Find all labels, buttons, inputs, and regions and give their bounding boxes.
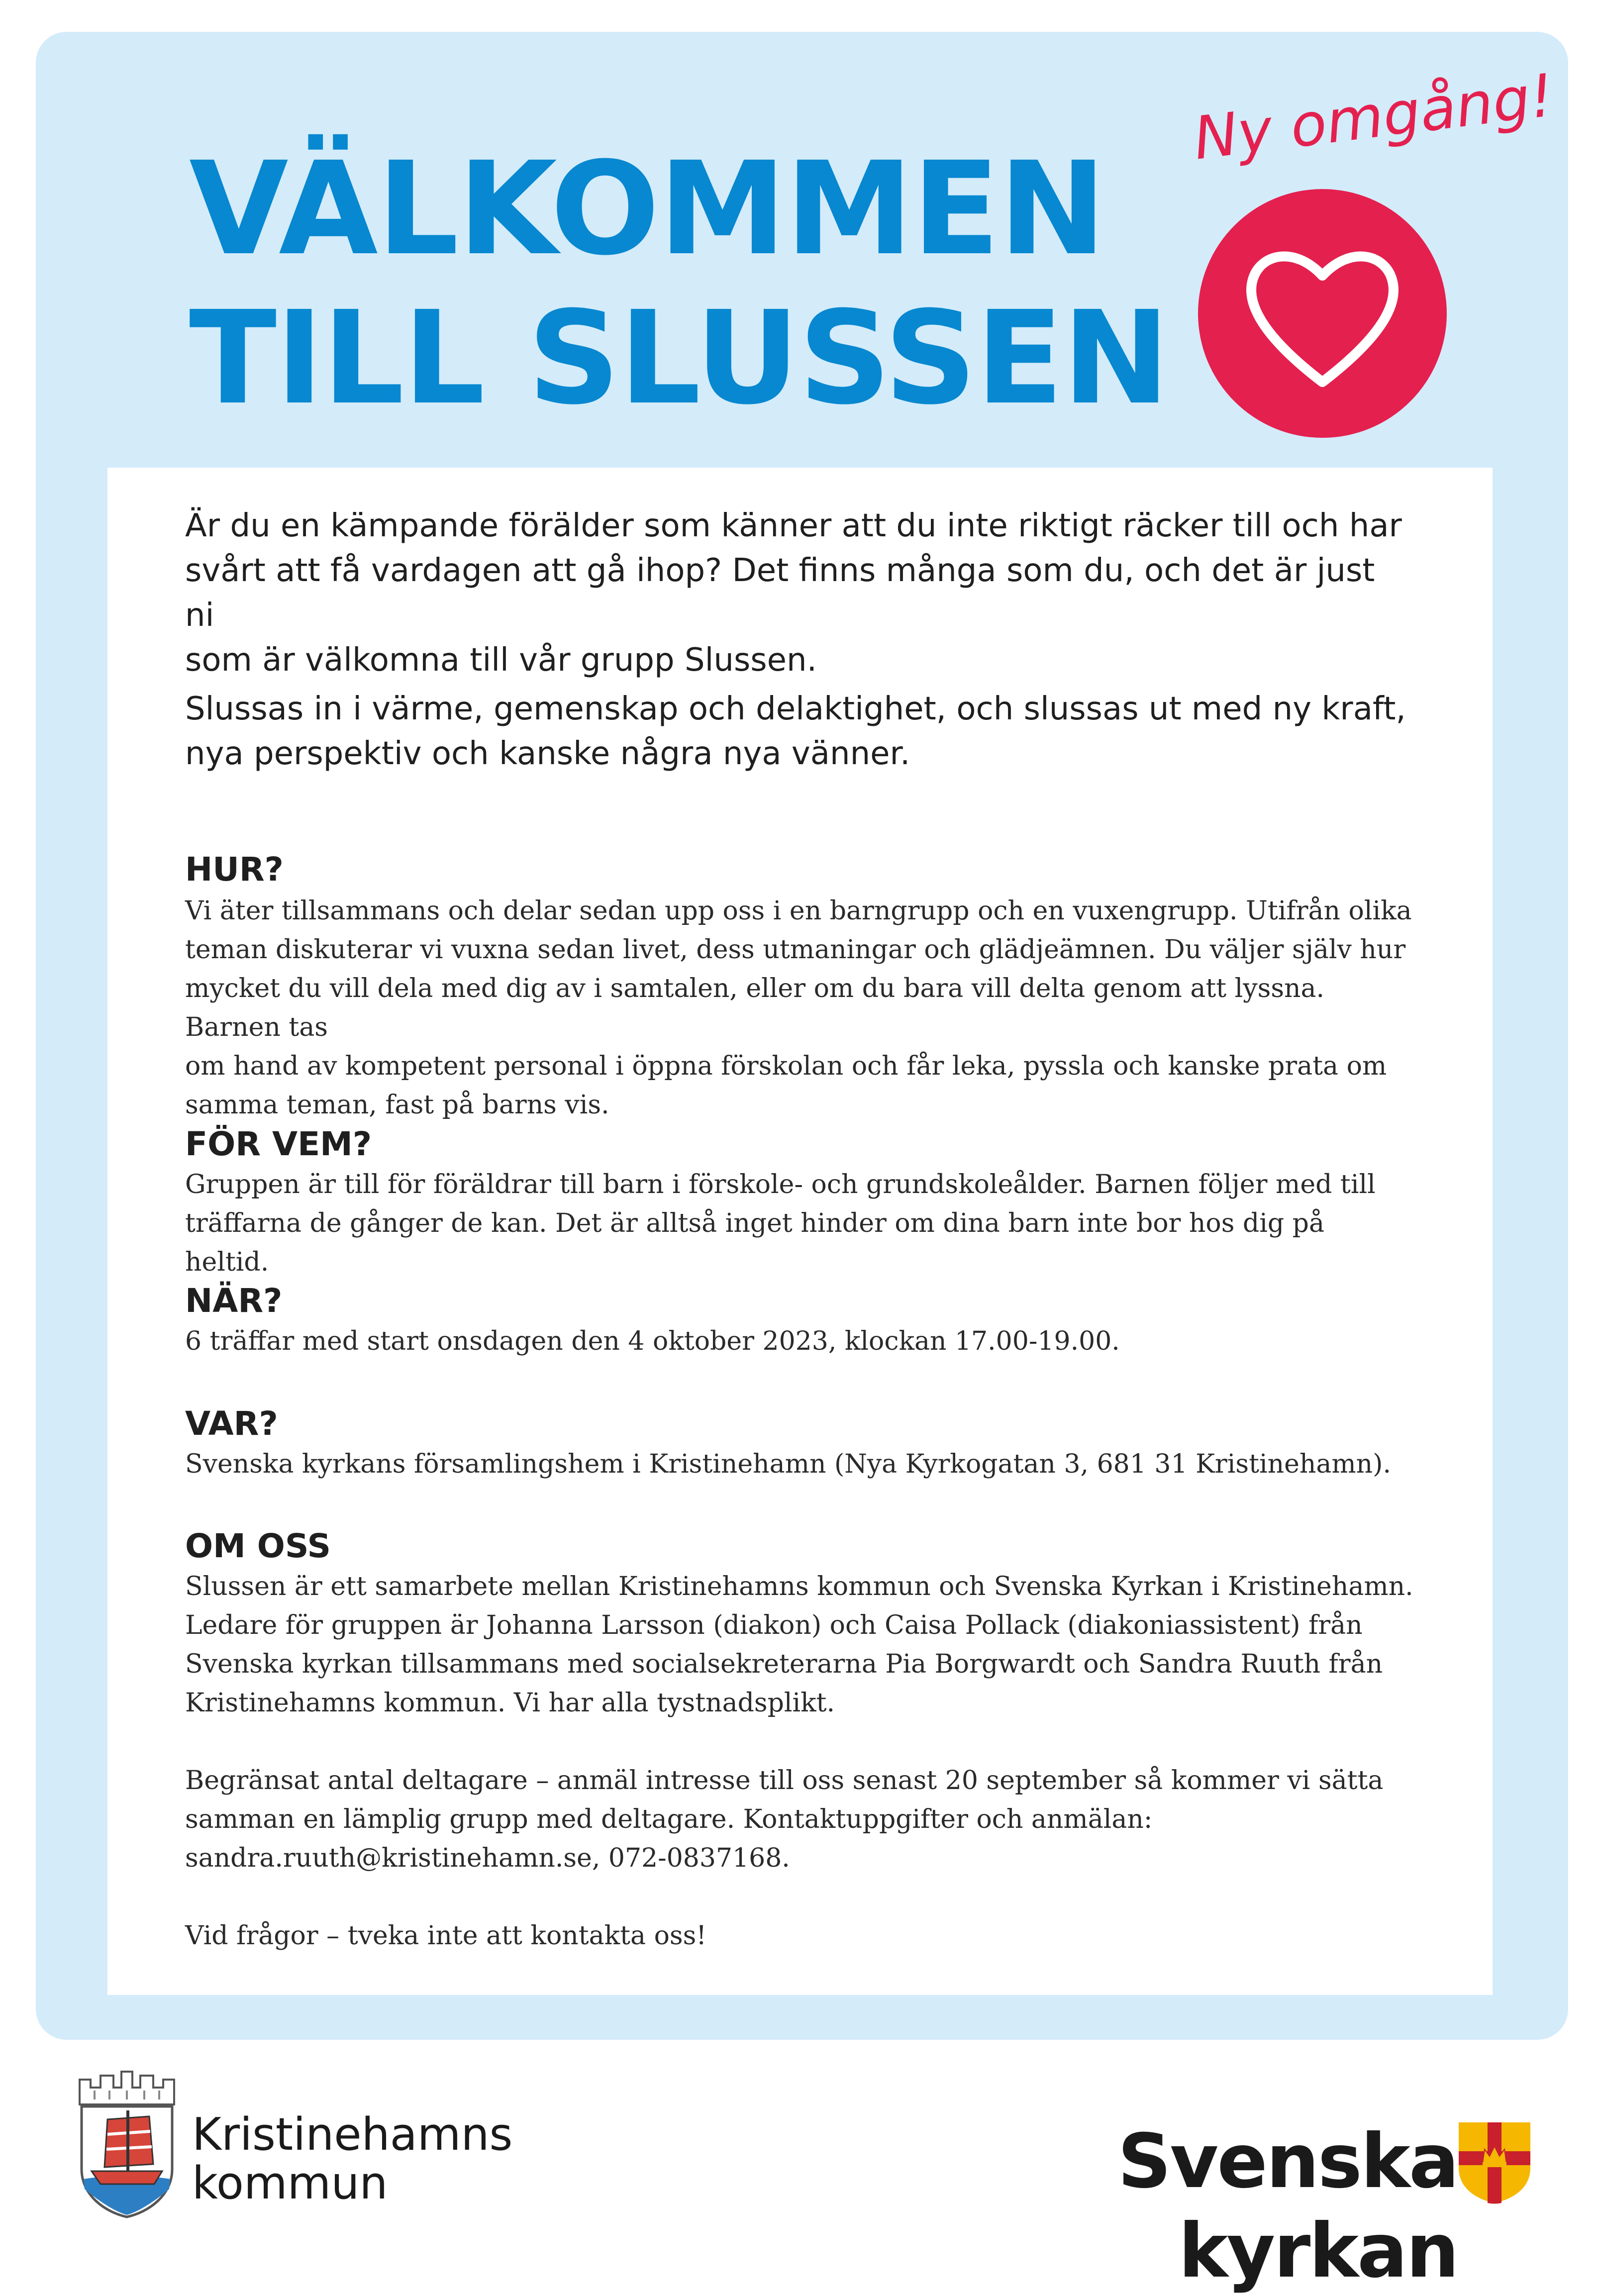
text-line: om hand av kompetent personal i öppna förskolan och får leka, pyssla och kanske prata om: [185, 1051, 1387, 1081]
text-line: teman diskuterar vi vuxna sedan livet, dess utmaningar och glädjeämnen. Du väljer själv hur: [185, 935, 1406, 965]
text-line: Svenska kyrkans församlingshem i Kristinehamn (Nya Kyrkogatan 3, 681 31 Kristinehamn).: [185, 1449, 1391, 1479]
crown-cross-shield-icon: [1457, 2120, 1532, 2205]
intro-line: Slussas in i värme, gemenskap och delaktighet, och slussas ut med ny kraft,: [185, 691, 1406, 727]
heading-var: VAR?: [185, 1404, 278, 1443]
title-line-1: VÄLKOMMEN: [189, 134, 1105, 284]
text-line: Svenska kyrkan tillsammans med socialsekreterarna Pia Borgwardt och Sandra Ruuth från: [185, 1649, 1383, 1679]
title-line-2: TILL SLUSSEN: [189, 284, 1169, 433]
text-hur: [185, 892, 1414, 1124]
text-signup: [185, 1761, 1414, 1878]
text-line: samman en lämplig grupp med deltagare. Kontaktuppgifter och anmälan:: [185, 1804, 1153, 1834]
municipality-name-line: Kristinehamns: [192, 2108, 513, 2161]
text-line: träffarna de gånger de kan. Det är alltså inget hinder om dina barn inte bor hos dig på heltid.: [185, 1208, 1324, 1277]
intro-line: som är välkomna till vår grupp Slussen.: [185, 642, 817, 679]
heading-hur: HUR?: [185, 850, 284, 889]
text-line: Gruppen är till för föräldrar till barn i förskole- och grundskoleålder. Barnen följer med till: [185, 1170, 1376, 1199]
intro-line: svårt att få vardagen att gå ihop? Det finns många som du, och det är just ni: [185, 552, 1375, 634]
heart-icon: [1233, 224, 1412, 403]
text-nar: [185, 1322, 1414, 1361]
ship-crest-icon: [75, 2065, 179, 2219]
intro-paragraph-1: [185, 503, 1409, 683]
intro-paragraph-2: [185, 687, 1409, 776]
new-round-label: Ny omgång!: [1190, 60, 1557, 173]
text-line: Ledare för gruppen är Johanna Larsson (diakon) och Caisa Pollack (diakoniassistent) från: [185, 1610, 1363, 1640]
text-line: mycket du vill dela med dig av i samtalen, eller om du bara vill delta genom att lyssna. Barnen tas: [185, 974, 1325, 1042]
municipality-name-line: kommun: [192, 2157, 388, 2209]
text-line: Slussen är ett samarbete mellan Kristinehamns kommun och Svenska Kyrkan i Kristinehamn.: [185, 1572, 1413, 1601]
text-line: Kristinehamns kommun. Vi har alla tystnadsplikt.: [185, 1688, 835, 1718]
heading-nar: NÄR?: [185, 1282, 283, 1320]
contact-line[interactable]: sandra.ruuth@kristinehamn.se, 072-0837168.: [185, 1843, 790, 1873]
municipality-name: [192, 2110, 540, 2208]
page-title: [189, 134, 1169, 433]
text-line: Vi äter tillsammans och delar sedan upp oss i en barngrupp och en vuxengrupp. Utifrån olika: [185, 896, 1412, 926]
heading-for-vem: FÖR VEM?: [185, 1125, 372, 1163]
text-line: samma teman, fast på barns vis.: [185, 1090, 609, 1120]
text-line: 6 träffar med start onsdagen den 4 oktober 2023, klockan 17.00-19.00.: [185, 1326, 1120, 1356]
heart-badge: [1198, 189, 1447, 438]
text-var: [185, 1445, 1414, 1484]
church-name: Svenska kyrkan: [1117, 2118, 1458, 2295]
text-closing: Vid frågor – tveka inte att kontakta oss!: [185, 1921, 707, 1951]
text-om-oss: [185, 1567, 1414, 1722]
text-line: Begränsat antal deltagare – anmäl intresse till oss senast 20 september så kommer vi sätta: [185, 1766, 1384, 1796]
intro-line: nya perspektiv och kanske några nya vänner.: [185, 735, 910, 772]
intro-line: Är du en kämpande förälder som känner att du inte riktigt räcker till och har: [185, 507, 1402, 544]
heading-om-oss: OM OSS: [185, 1527, 331, 1565]
text-for-vem: [185, 1165, 1414, 1282]
